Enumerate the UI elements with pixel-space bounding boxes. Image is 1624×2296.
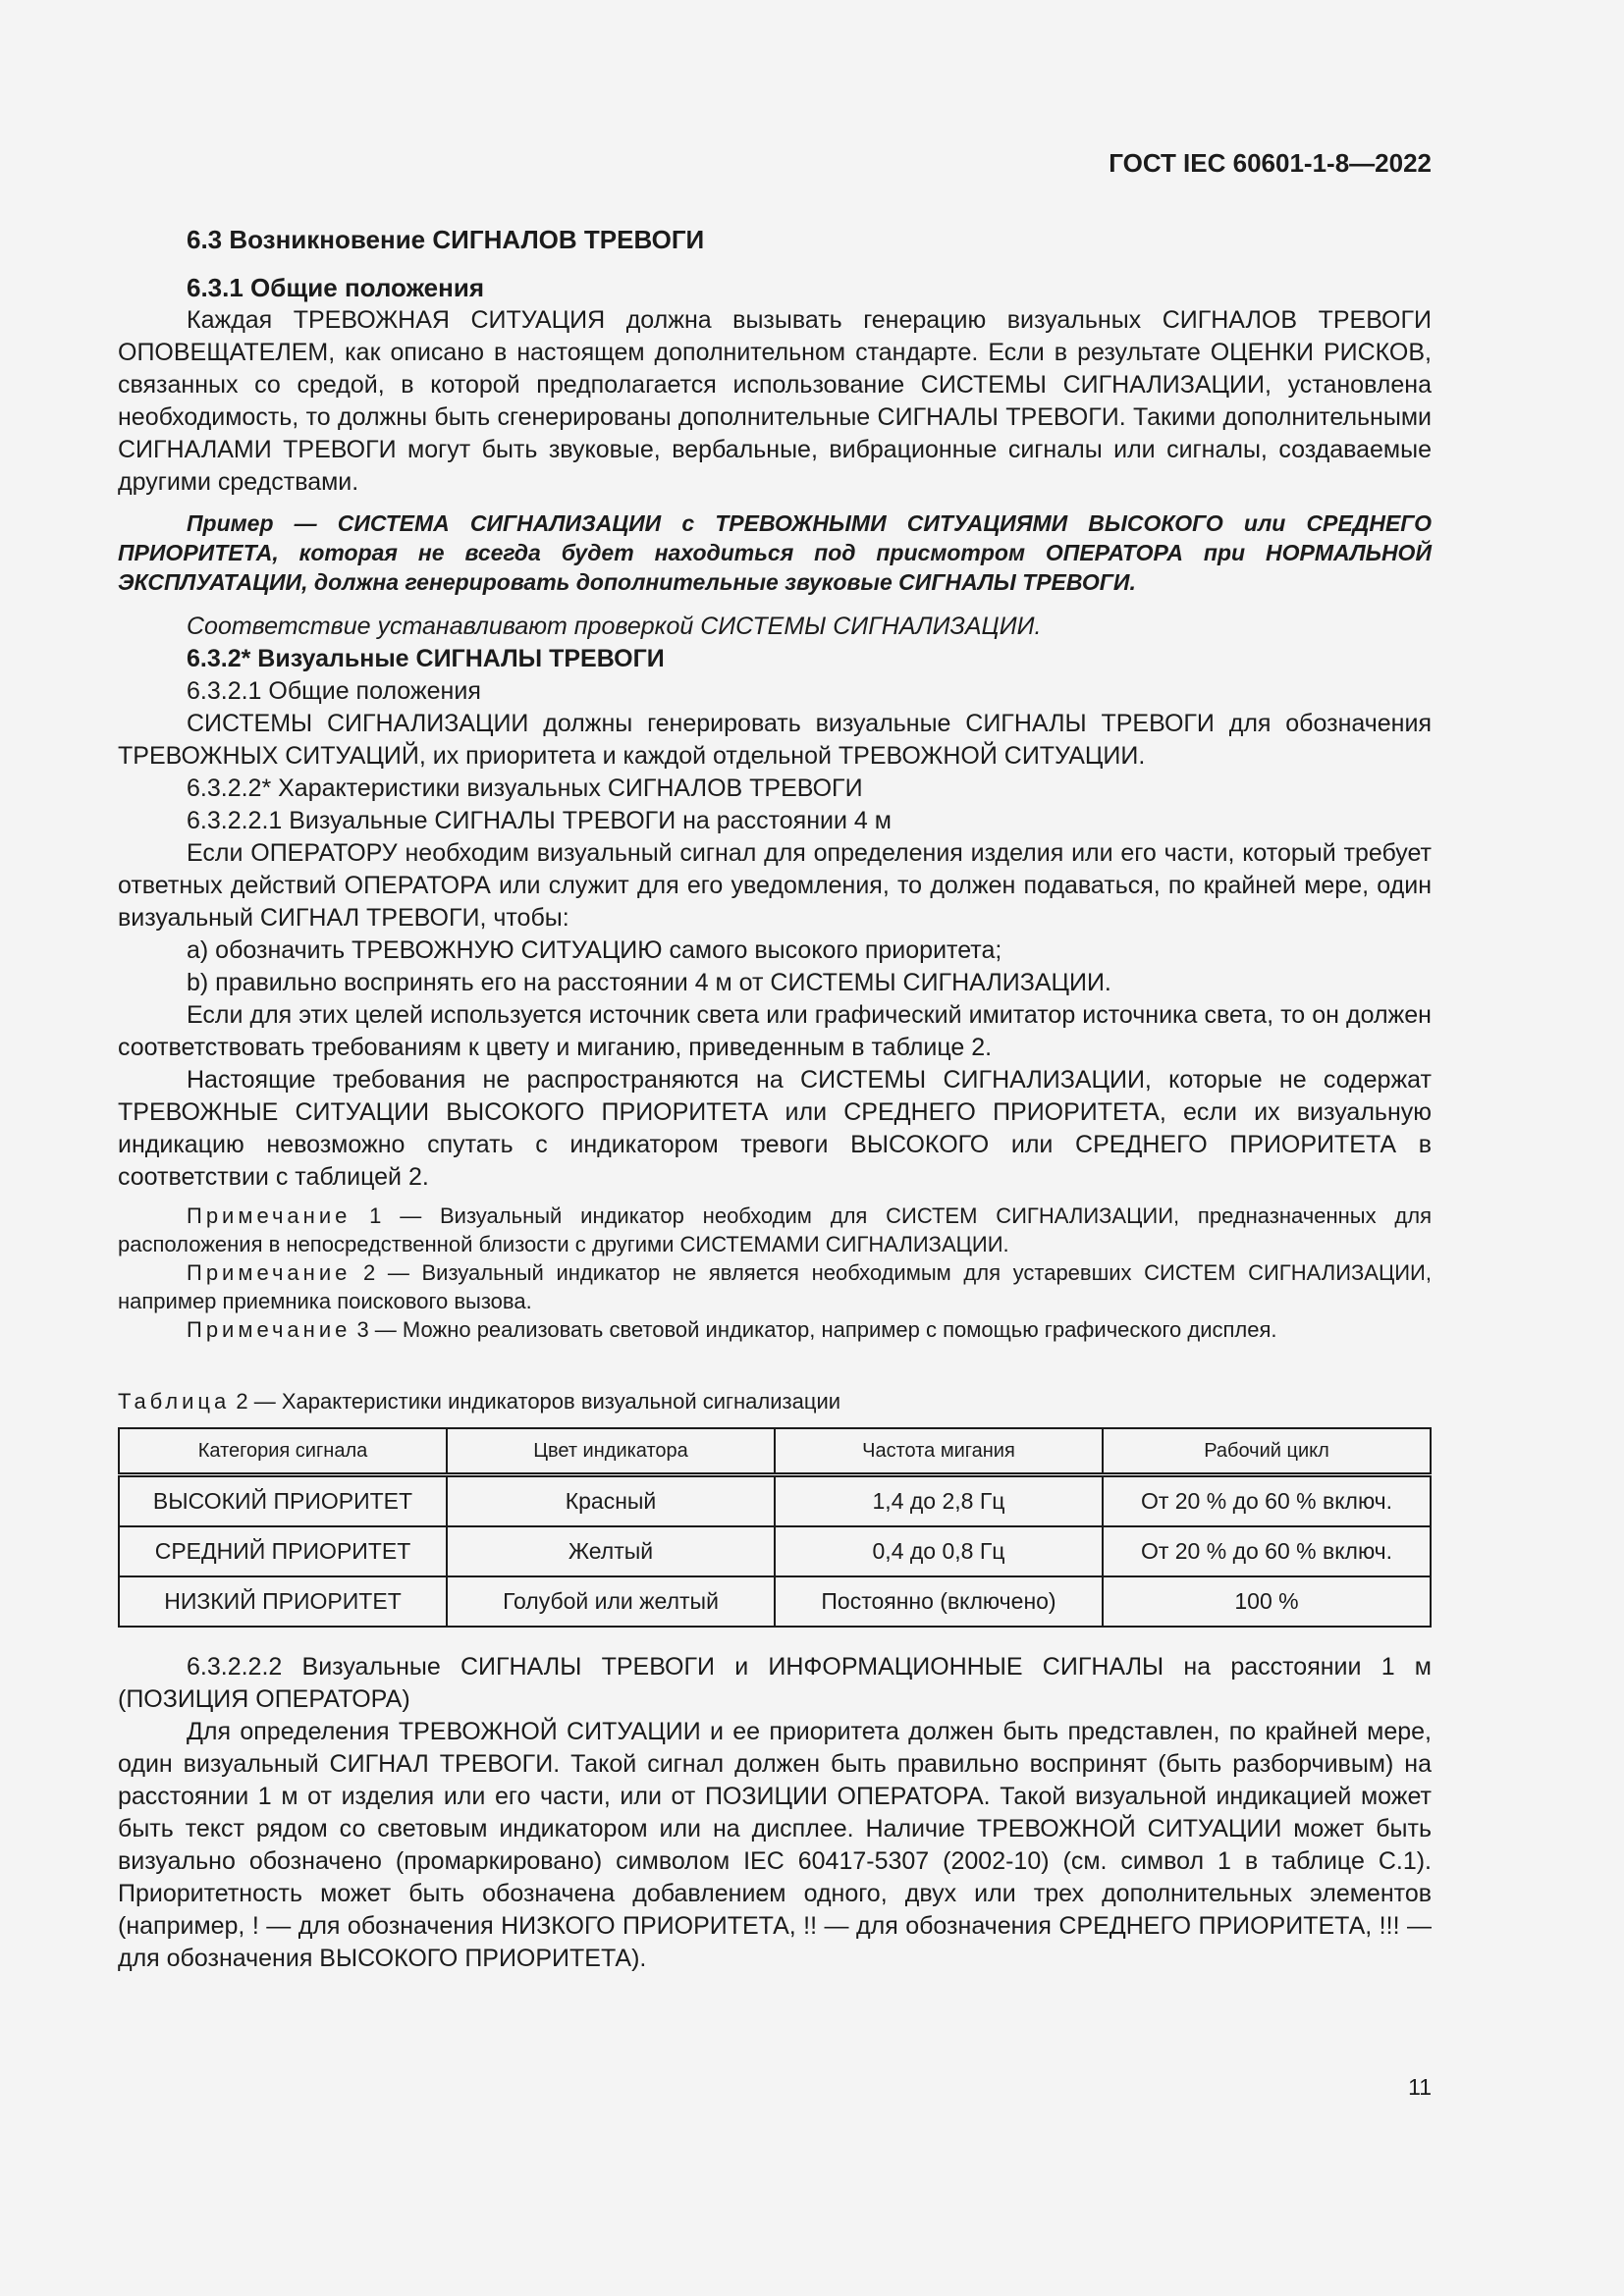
table-row bbox=[119, 1475, 1431, 1527]
table-cell: 0,4 до 0,8 Гц bbox=[775, 1526, 1103, 1576]
section-6-3-2-2-2-title: 6.3.2.2.2 Визуальные СИГНАЛЫ ТРЕВОГИ и ИНФОРМАЦИОННЫЕ СИГНАЛЫ на расстоянии 1 м (ПОЗИЦИЯ ОПЕРАТОРА) bbox=[118, 1653, 1432, 1713]
table-cell: 1,4 до 2,8 Гц bbox=[775, 1475, 1103, 1527]
note-text: 1 — Визуальный индикатор необходим для СИСТЕМ СИГНАЛИЗАЦИИ, предназначенных для расположения в непосредственной близости с другими СИСТЕМАМИ СИГНАЛИЗАЦИИ. bbox=[118, 1203, 1432, 1256]
note-text: 2 — Визуальный индикатор не является необходимым для устаревших СИСТЕМ СИГНАЛИЗАЦИИ, например приемника поискового вызова. bbox=[118, 1260, 1432, 1313]
table-cell: 100 % bbox=[1103, 1576, 1431, 1627]
compliance-line: Соответствие устанавливают проверкой СИСТЕМЫ СИГНАЛИЗАЦИИ. bbox=[187, 613, 1042, 640]
example-paragraph: Пример — СИСТЕМА СИГНАЛИЗАЦИИ с ТРЕВОЖНЫМИ СИТУАЦИЯМИ ВЫСОКОГО или СРЕДНЕГО ПРИОРИТЕТА, которая не всегда будет находиться под присмотром ОПЕРАТОРА при НОРМАЛЬНОЙ ЭКСПЛУАТАЦИИ, должна генерировать дополнительные звуковые СИГНАЛЫ ТРЕВОГИ. bbox=[118, 510, 1432, 595]
note-label: Примечание bbox=[187, 1317, 352, 1342]
section-6-3-2-2-1-body: Если ОПЕРАТОРУ необходим визуальный сигнал для определения изделия или его части, который требует ответных действий ОПЕРАТОРА или служит для его уведомления, то должен подаваться, по крайней мере, один визуальный СИГНАЛ ТРЕВОГИ, чтобы: bbox=[118, 839, 1432, 932]
table-cell: Желтый bbox=[447, 1526, 775, 1576]
document-body bbox=[118, 224, 1432, 1975]
table-header-cell: Рабочий цикл bbox=[1103, 1428, 1431, 1475]
table-cell: Голубой или желтый bbox=[447, 1576, 775, 1627]
section-6-3-1-title: 6.3.1 Общие положения bbox=[187, 273, 484, 302]
section-6-3-title: 6.3 Возникновение СИГНАЛОВ ТРЕВОГИ bbox=[187, 225, 705, 254]
table-header-cell: Частота мигания bbox=[775, 1428, 1103, 1475]
table-row bbox=[119, 1576, 1431, 1627]
section-6-3-2-2-1-title: 6.3.2.2.1 Визуальные СИГНАЛЫ ТРЕВОГИ на расстоянии 4 м bbox=[187, 807, 892, 834]
list-item: b) правильно воспринять его на расстоянии 4 м от СИСТЕМЫ СИГНАЛИЗАЦИИ. bbox=[187, 969, 1111, 996]
table-row bbox=[119, 1526, 1431, 1576]
table-2 bbox=[118, 1427, 1432, 1628]
note-label: Примечание bbox=[187, 1260, 352, 1285]
note-2 bbox=[118, 1258, 1432, 1315]
section-6-3-2-1-body: СИСТЕМЫ СИГНАЛИЗАЦИИ должны генерировать визуальные СИГНАЛЫ ТРЕВОГИ для обозначения ТРЕВОЖНЫХ СИТУАЦИЙ, их приоритета и каждой отдельной ТРЕВОЖНОЙ СИТУАЦИИ. bbox=[118, 710, 1432, 770]
table-header-cell: Категория сигнала bbox=[119, 1428, 447, 1475]
section-6-3-2-2-title: 6.3.2.2* Характеристики визуальных СИГНАЛОВ ТРЕВОГИ bbox=[187, 774, 863, 802]
table-caption: 2 — Характеристики индикаторов визуальной сигнализации bbox=[230, 1389, 841, 1414]
note-1 bbox=[118, 1201, 1432, 1258]
document-header: ГОСТ IEC 60601-1-8—2022 bbox=[1109, 148, 1432, 178]
table-header-cell: Цвет индикатора bbox=[447, 1428, 775, 1475]
list-item: а) обозначить ТРЕВОЖНУЮ СИТУАЦИЮ самого высокого приоритета; bbox=[187, 936, 1002, 964]
table-cell: Красный bbox=[447, 1475, 775, 1527]
table-cell: От 20 % до 60 % включ. bbox=[1103, 1475, 1431, 1527]
table-header-row bbox=[119, 1428, 1431, 1475]
table-cell: ВЫСОКИЙ ПРИОРИТЕТ bbox=[119, 1475, 447, 1527]
exemption-paragraph: Настоящие требования не распространяются на СИСТЕМЫ СИГНАЛИЗАЦИИ, которые не содержат ТРЕВОЖНЫЕ СИТУАЦИИ ВЫСОКОГО ПРИОРИТЕТА или СРЕДНЕГО ПРИОРИТЕТА, если их визуальную индикацию невозможно спутать с индикатором тревоги ВЫСОКОГО или СРЕДНЕГО ПРИОРИТЕТА в соответствии с таблицей 2. bbox=[118, 1066, 1432, 1191]
table-cell: Постоянно (включено) bbox=[775, 1576, 1103, 1627]
section-6-3-1-body: Каждая ТРЕВОЖНАЯ СИТУАЦИЯ должна вызывать генерацию визуальных СИГНАЛОВ ТРЕВОГИ ОПОВЕЩАТЕЛЕМ, как описано в настоящем дополнительном стандарте. Если в результате ОЦЕНКИ РИСКОВ, связанных со средой, в которой предполагается использование СИСТЕМЫ СИГНАЛИЗАЦИИ, установлена необходимость, то должны быть сгенерированы дополнительные СИГНАЛЫ ТРЕВОГИ. Такими дополнительными СИГНАЛАМИ ТРЕВОГИ могут быть звуковые, вербальные, вибрационные сигналы или сигналы, создаваемые другими средствами. bbox=[118, 306, 1432, 496]
table-2-title bbox=[118, 1387, 1432, 1415]
table-cell: СРЕДНИЙ ПРИОРИТЕТ bbox=[119, 1526, 447, 1576]
section-6-3-2-title: 6.3.2* Визуальные СИГНАЛЫ ТРЕВОГИ bbox=[187, 645, 665, 672]
table-cell: НИЗКИЙ ПРИОРИТЕТ bbox=[119, 1576, 447, 1627]
section-6-3-2-1-title: 6.3.2.1 Общие положения bbox=[187, 677, 481, 705]
note-3 bbox=[118, 1315, 1432, 1344]
table-cell: От 20 % до 60 % включ. bbox=[1103, 1526, 1431, 1576]
light-source-paragraph: Если для этих целей используется источник света или графический имитатор источника света, то он должен соответствовать требованиям к цвету и миганию, приведенным в таблице 2. bbox=[118, 1001, 1432, 1061]
page-number: 11 bbox=[1408, 2074, 1432, 2100]
note-text: 3 — Можно реализовать световой индикатор, например с помощью графического дисплея. bbox=[351, 1317, 1277, 1342]
section-6-3-2-2-2-body: Для определения ТРЕВОЖНОЙ СИТУАЦИИ и ее приоритета должен быть представлен, по крайней мере, один визуальный СИГНАЛ ТРЕВОГИ. Такой сигнал должен быть правильно воспринят (быть разборчивым) на расстоянии 1 м от изделия или его части, или от ПОЗИЦИИ ОПЕРАТОРА. Такой визуальной индикацией может быть текст рядом со световым индикатором или на дисплее. Наличие ТРЕВОЖНОЙ СИТУАЦИИ может быть визуально обозначено (промаркировано) символом IEC 60417-5307 (2002-10) (см. символ 1 в таблице С.1). Приоритетность может быть обозначена добавлением одного, двух или трех дополнительных элементов (например, ! — для обозначения НИЗКОГО ПРИОРИТЕТА, !! — для обозначения СРЕДНЕГО ПРИОРИТЕТА, !!! — для обозначения ВЫСОКОГО ПРИОРИТЕТА). bbox=[118, 1718, 1432, 1972]
note-label: Примечание bbox=[187, 1203, 352, 1228]
table-label: Таблица bbox=[118, 1389, 231, 1414]
